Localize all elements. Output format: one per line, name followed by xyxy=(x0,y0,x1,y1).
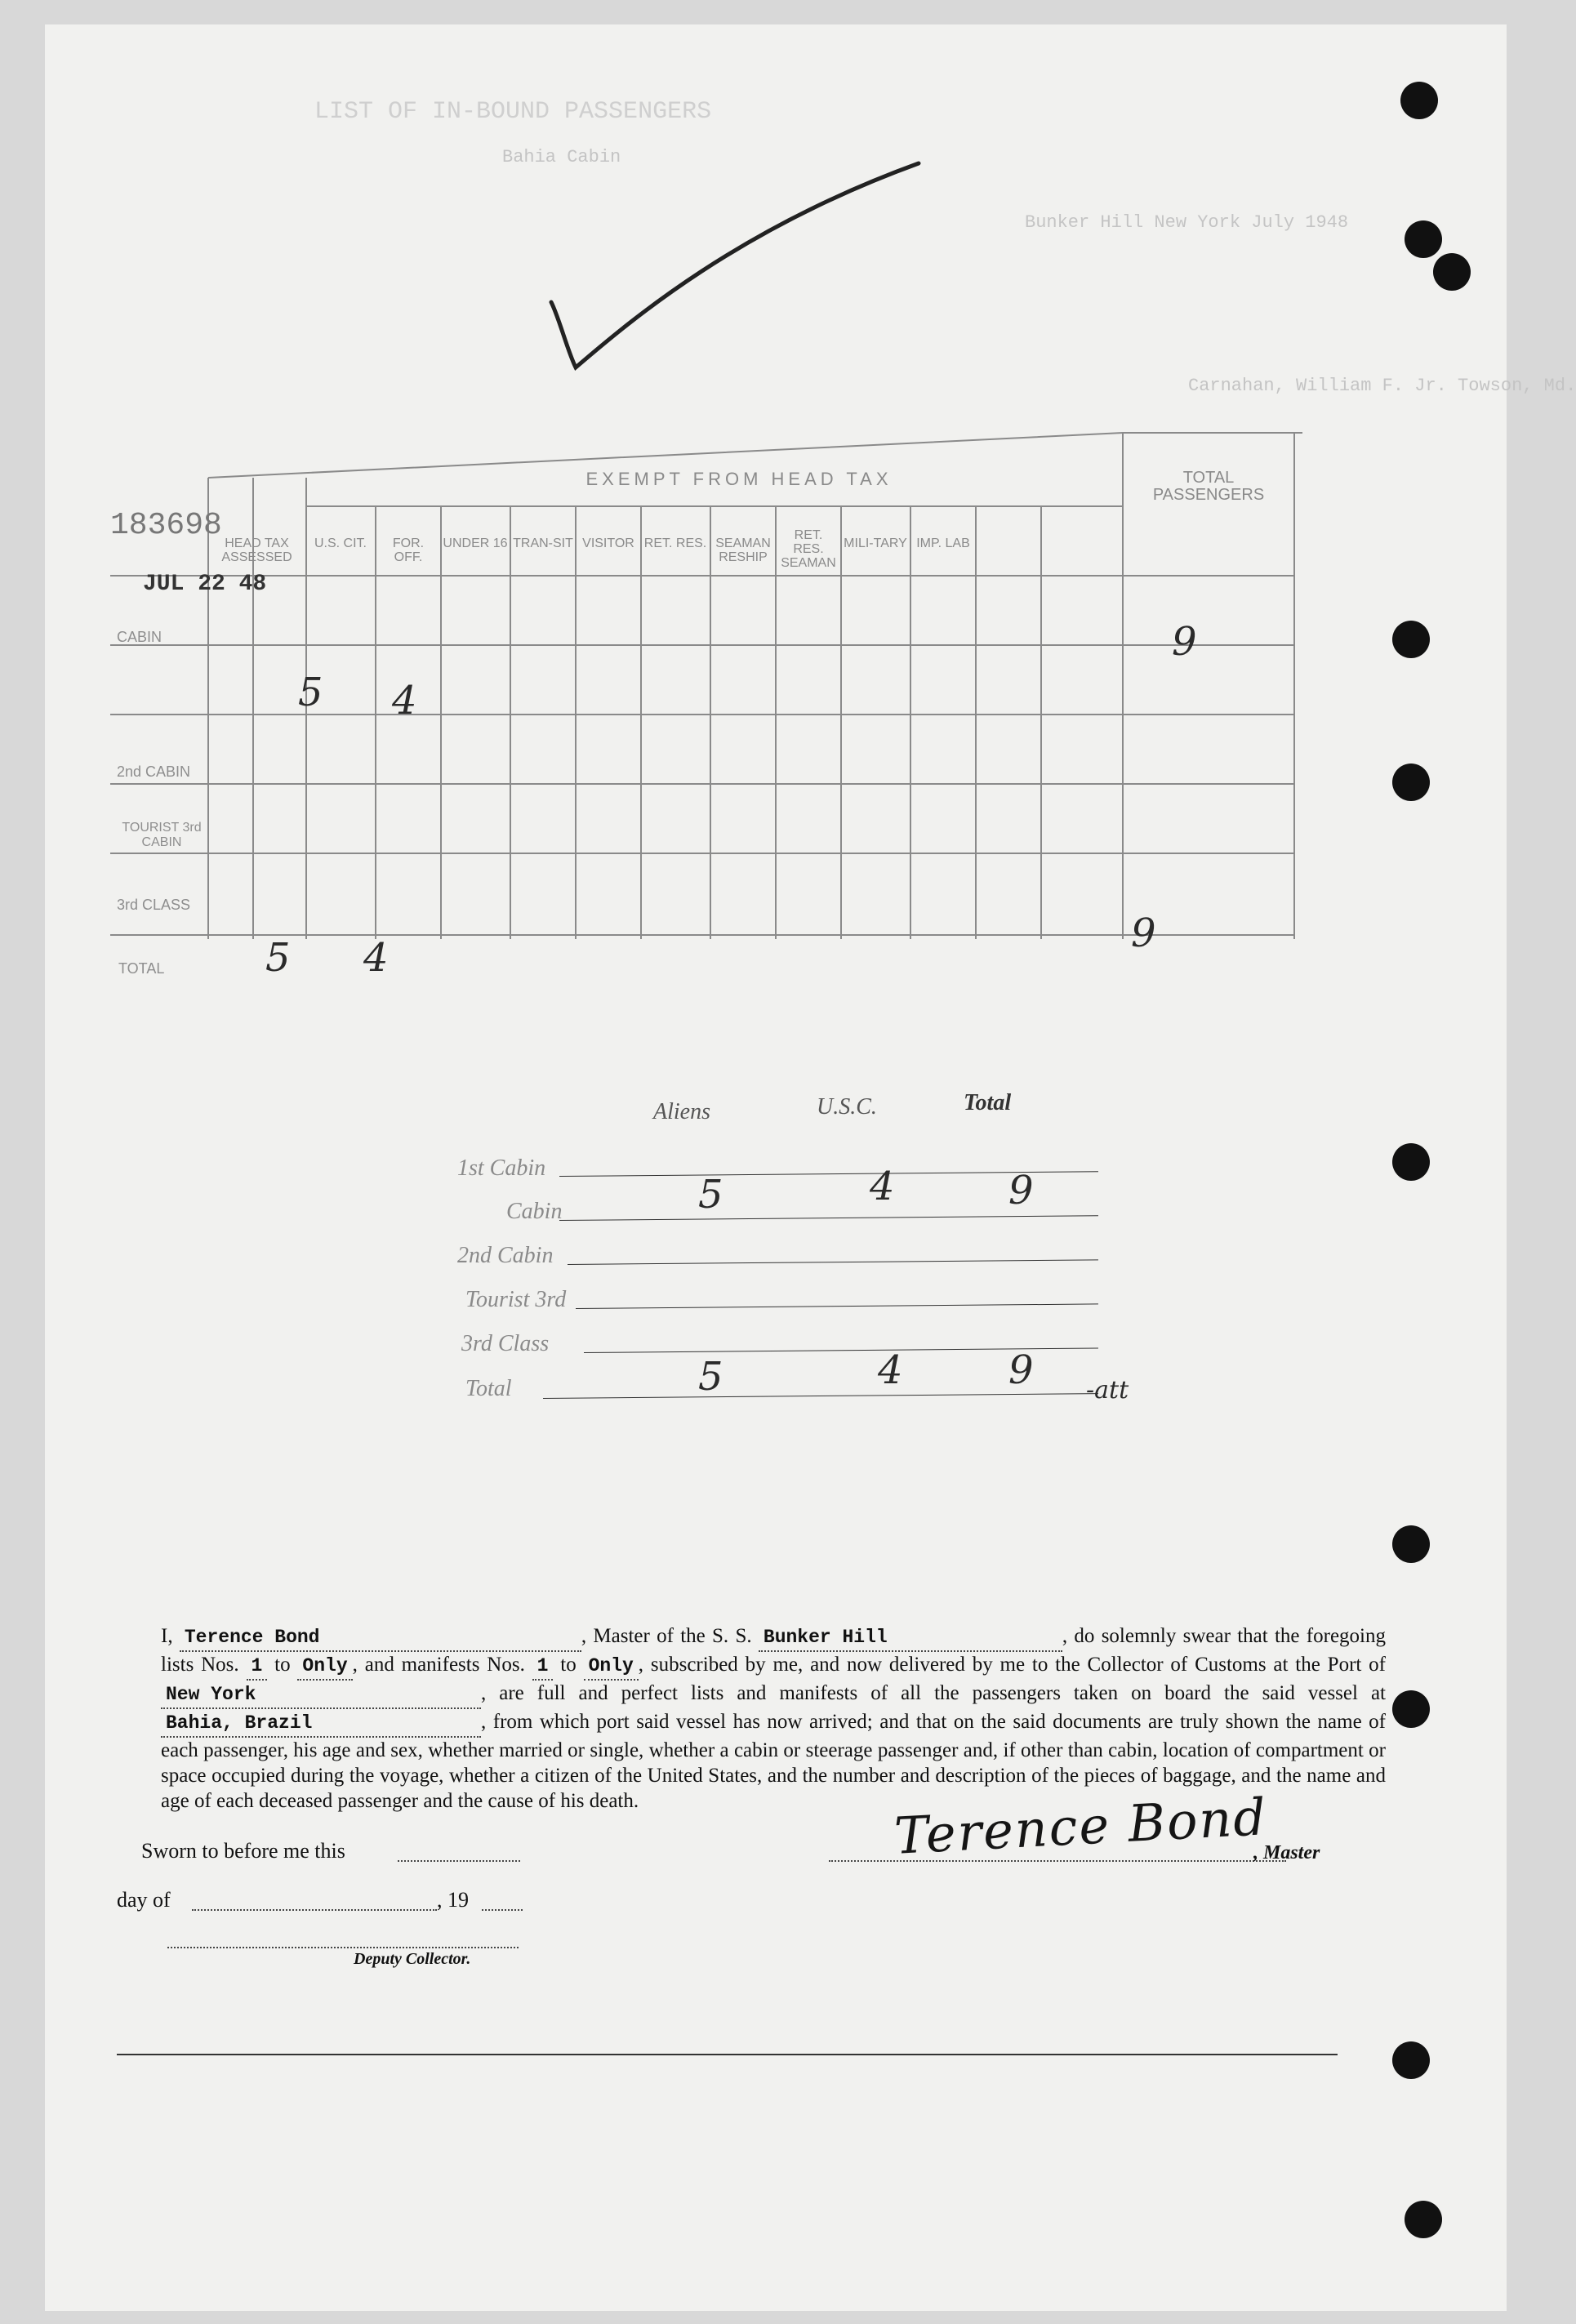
summary-line xyxy=(559,1215,1098,1221)
stamp-cabin-uscit: 4 xyxy=(392,678,417,723)
stamp-col-under16: UNDER 16 xyxy=(443,536,508,550)
punch-hole xyxy=(1392,1525,1430,1563)
oath-text: , do solemnly swear that the foregoing lists Nos. xyxy=(161,1625,1386,1676)
stamp-col-foroff: FOR. OFF. xyxy=(392,536,425,564)
summary-note: -att xyxy=(1086,1376,1129,1405)
oath-paragraph xyxy=(161,1623,1386,1814)
stamp-total-head-tax: 5 xyxy=(265,935,291,981)
punch-hole xyxy=(1392,764,1430,801)
stamp-total-header: TOTAL PASSENGERS xyxy=(1152,469,1265,504)
punch-hole xyxy=(1400,82,1438,119)
master-signature: Terence Bond xyxy=(893,1787,1269,1866)
summary-row-1st-cabin: 1st Cabin xyxy=(457,1155,546,1181)
deputy-collector-label: Deputy Collector. xyxy=(354,1950,471,1968)
ship-name-field: Bunker Hill xyxy=(759,1625,1062,1652)
list-from-field: 1 xyxy=(247,1654,268,1681)
summary-cabin-aliens: 5 xyxy=(698,1172,723,1218)
origin-port-field: Bahia, Brazil xyxy=(161,1711,481,1738)
oath-text: to xyxy=(274,1654,291,1676)
summary-line xyxy=(543,1393,1098,1399)
summary-line xyxy=(568,1259,1098,1265)
summary-row-tourist: Tourist 3rd xyxy=(465,1287,567,1312)
punch-hole xyxy=(1392,621,1430,658)
stamp-total-total: 9 xyxy=(1131,910,1156,956)
faint-ship: Bunker Hill New York July 1948 xyxy=(1025,212,1349,233)
stamp-row-cabin: CABIN xyxy=(117,629,162,645)
summary-total-usc: 4 xyxy=(878,1347,903,1393)
stamp-row-3rd-class: 3rd CLASS xyxy=(117,897,191,913)
stamp-head-tax-col: HEAD TAX ASSESSED xyxy=(221,536,292,564)
faint-title: LIST OF IN-BOUND PASSENGERS xyxy=(314,98,712,126)
summary-header-usc: U.S.C. xyxy=(817,1094,877,1120)
summary-total-total: 9 xyxy=(1008,1347,1034,1393)
summary-header-total: Total xyxy=(964,1090,1012,1115)
summary-row-2nd-cabin: 2nd Cabin xyxy=(457,1243,554,1268)
check-mark xyxy=(535,155,927,384)
faint-origin: Bahia Cabin xyxy=(502,147,621,167)
stamp-col-visitor: VISITOR xyxy=(582,536,634,550)
sworn-label: Sworn to before me this xyxy=(141,1839,345,1863)
year-label: , 19 xyxy=(437,1888,469,1912)
summary-cabin-total: 9 xyxy=(1008,1168,1034,1213)
stamp-col-uscit: U.S. CIT. xyxy=(314,536,367,550)
head-tax-stamp xyxy=(110,433,1294,939)
list-to-field: Only xyxy=(297,1654,352,1681)
oath-text: , Master of the S. S. xyxy=(581,1625,752,1647)
year-line xyxy=(482,1909,523,1911)
oath-text: to xyxy=(560,1654,577,1676)
oath-text: , subscribed by me, and now delivered by me to the Collector of Customs at the Port of xyxy=(638,1654,1386,1676)
stamp-col-retres: RET. RES. xyxy=(643,536,707,550)
stamp-cabin-total: 9 xyxy=(1172,619,1197,665)
day-of-label: day of xyxy=(117,1888,171,1912)
bottom-rule xyxy=(117,2054,1338,2055)
summary-row-3rd-class: 3rd Class xyxy=(461,1331,550,1356)
punch-hole xyxy=(1392,2041,1430,2079)
stamp-cabin-head-tax: 5 xyxy=(298,670,323,715)
stamp-date: JUL 22 48 xyxy=(143,572,267,597)
stamp-number: 183698 xyxy=(110,508,222,543)
manifest-page xyxy=(45,24,1576,2311)
stamp-total-uscit: 4 xyxy=(363,935,389,981)
stamp-grid xyxy=(110,433,1294,939)
faint-passenger: Carnahan, William F. Jr. Towson, Md. xyxy=(1188,376,1576,396)
punch-hole xyxy=(1392,1690,1430,1728)
oath-text: I, xyxy=(161,1625,173,1647)
oath-text: , from which port said vessel has now arrived; and that on the said documents are truly shown the name of each passenger, his age and sex, whether married or single, whether a cabin or steerage passenger and, if other than cabin, location of compartment or space occupied during the voyage, whether a citizen of the United States, and the number and description of the pieces of baggage, and the name and age of each deceased passenger and the cause of his death. xyxy=(161,1711,1386,1812)
master-label: , Master xyxy=(1253,1842,1320,1863)
port-field: New York xyxy=(161,1682,481,1709)
punch-hole xyxy=(1405,220,1442,258)
sworn-date-line xyxy=(398,1860,520,1862)
stamp-col-retseaman: RET. RES. SEAMAN xyxy=(781,528,836,570)
deputy-line xyxy=(167,1947,519,1948)
manifest-from-field: 1 xyxy=(532,1654,554,1681)
summary-row-total: Total xyxy=(465,1376,512,1401)
oath-text: , and manifests Nos. xyxy=(352,1654,525,1676)
stamp-exempt-header: EXEMPT FROM HEAD TAX xyxy=(585,469,893,489)
punch-hole xyxy=(1405,2201,1442,2238)
stamp-col-seaman: SEAMAN RESHIP xyxy=(715,536,771,564)
summary-header-aliens: Aliens xyxy=(653,1099,710,1124)
oath-text: , are full and perfect lists and manifests of all the passengers taken on board the said vessel at xyxy=(481,1682,1386,1704)
day-of-line xyxy=(192,1909,437,1911)
master-name-field: Terence Bond xyxy=(180,1625,581,1652)
stamp-col-implab: IMP. LAB xyxy=(916,536,970,550)
summary-line xyxy=(576,1303,1098,1309)
stamp-row-2nd-cabin: 2nd CABIN xyxy=(117,764,191,780)
stamp-col-military: MILI-TARY xyxy=(844,536,907,550)
summary-row-cabin: Cabin xyxy=(506,1199,563,1224)
summary-cabin-usc: 4 xyxy=(870,1164,895,1209)
punch-hole xyxy=(1433,253,1471,291)
punch-hole xyxy=(1392,1143,1430,1181)
stamp-total-label: TOTAL xyxy=(118,960,165,977)
stamp-col-transit: TRAN-SIT xyxy=(513,536,573,550)
manifest-to-field: Only xyxy=(584,1654,639,1681)
summary-total-aliens: 5 xyxy=(698,1354,723,1400)
stamp-row-tourist: TOURIST 3rd CABIN xyxy=(122,821,202,849)
